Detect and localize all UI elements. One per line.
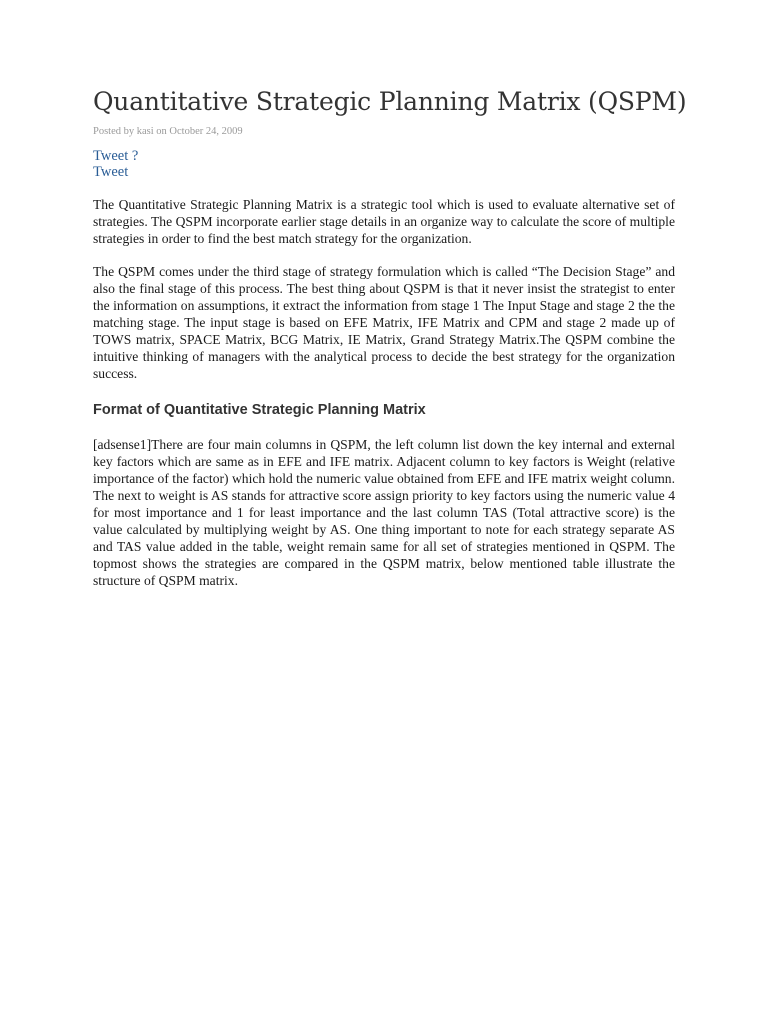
intro-paragraph: The Quantitative Strategic Planning Matrix is a strategic tool which is used to evaluate alternative set of strategies. The QSPM incorporate earlier stage details in an organize way to calculate the score of multiple strategies in order to find the best match strategy for the organization. xyxy=(93,197,675,246)
post-meta: Posted by kasi on October 24, 2009 xyxy=(93,126,243,137)
tweet-link-1[interactable]: Tweet ? xyxy=(93,148,139,164)
section-heading: Format of Quantitative Strategic Planning Matrix xyxy=(93,402,426,418)
tweet-link-2[interactable]: Tweet xyxy=(93,164,129,180)
format-paragraph: [adsense1]There are four main columns in QSPM, the left column list down the key internal and external key factors which are same as in EFE and IFE matrix. Adjacent column to key factors is Weight (relative importance of the factor) which hold the numeric value obtained from EFE and IFE matrix weight column. The next to weight is AS stands for attractive score assign priority to key factors using the numeric value 4 for most importance and 1 for least importance and the last column TAS (Total attractive score) is the value calculated by multiplying weight by AS. One thing important to note for each strategy separate AS and TAS value added in the table, weight remain same for all set of strategies mentioned in QSPM. The topmost shows the strategies are compared in the QSPM matrix, below mentioned table illustrate the structure of QSPM matrix. xyxy=(93,437,675,588)
decision-stage-paragraph: The QSPM comes under the third stage of strategy formulation which is called “The Decision Stage” and also the final stage of this process. The best thing about QSPM is that it never insist the strategist to enter the information on assumptions, it extract the information from stage 1 The Input Stage and stage 2 the the matching stage. The input stage is based on EFE Matrix, IFE Matrix and CPM and stage 2 made up of TOWS matrix, SPACE Matrix, BCG Matrix, IE Matrix, Grand Strategy Matrix.The QSPM combine the intuitive thinking of managers with the analytical process to decide the best strategy for the organization success. xyxy=(93,264,675,381)
page-title: Quantitative Strategic Planning Matrix (QSPM) xyxy=(93,87,687,116)
tweet-links xyxy=(93,148,675,180)
article xyxy=(93,86,687,589)
